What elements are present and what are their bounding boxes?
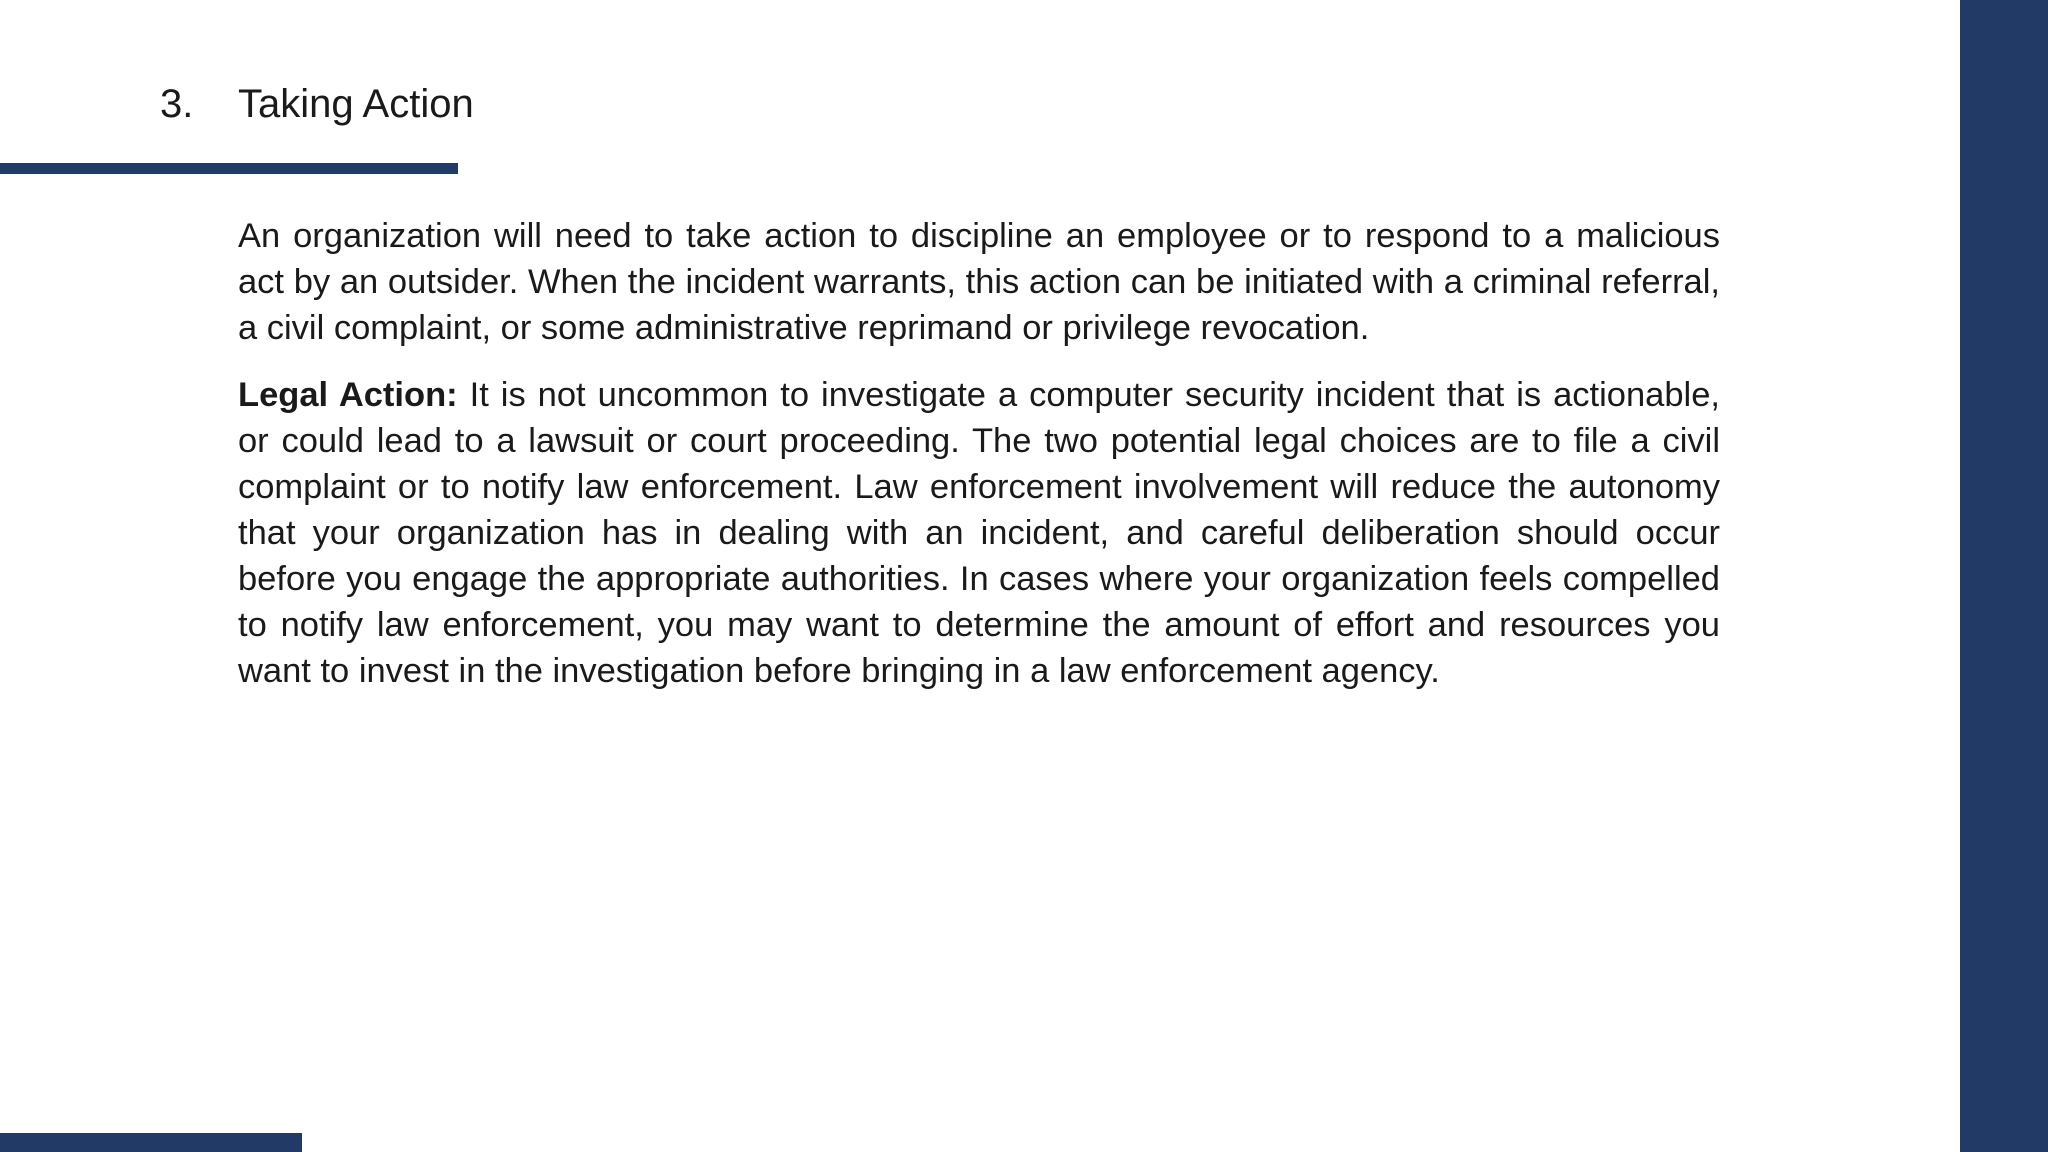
section-title: Taking Action: [238, 81, 474, 126]
right-accent-bar: [1960, 0, 2048, 1152]
paragraph-intro: [238, 213, 1720, 351]
paragraph-legal-action: [238, 372, 1720, 694]
body-content: [238, 213, 1720, 715]
legal-action-lead: Legal Action:: [238, 376, 458, 414]
section-heading: [160, 76, 474, 132]
legal-action-text: It is not uncommon to investigate a computer security incident that is actionable, or could lead to a lawsuit or court proceeding. The two potential legal choices are to file a civil complaint or to notify law enforcement. Law enforcement involvement will reduce the autonomy that your organization has in dealing with an incident, and careful deliberation should occur before you engage the appropriate authorities. In cases where your organization feels compelled to notify law enforcement, you may want to determine the amount of effort and resources you want to invest in the investigation before bringing in a law enforcement agency.: [238, 376, 1720, 690]
section-number: 3.: [160, 81, 194, 126]
bottom-accent-rule: [0, 1133, 302, 1152]
paragraph-intro-text: An organization will need to take action to discipline an employee or to respond to a malicious act by an outsider. When the incident warrants, this action can be initiated with a criminal referral, a civil complaint, or some administrative reprimand or privilege revocation.: [238, 217, 1720, 347]
heading-underline-rule: [0, 163, 458, 174]
